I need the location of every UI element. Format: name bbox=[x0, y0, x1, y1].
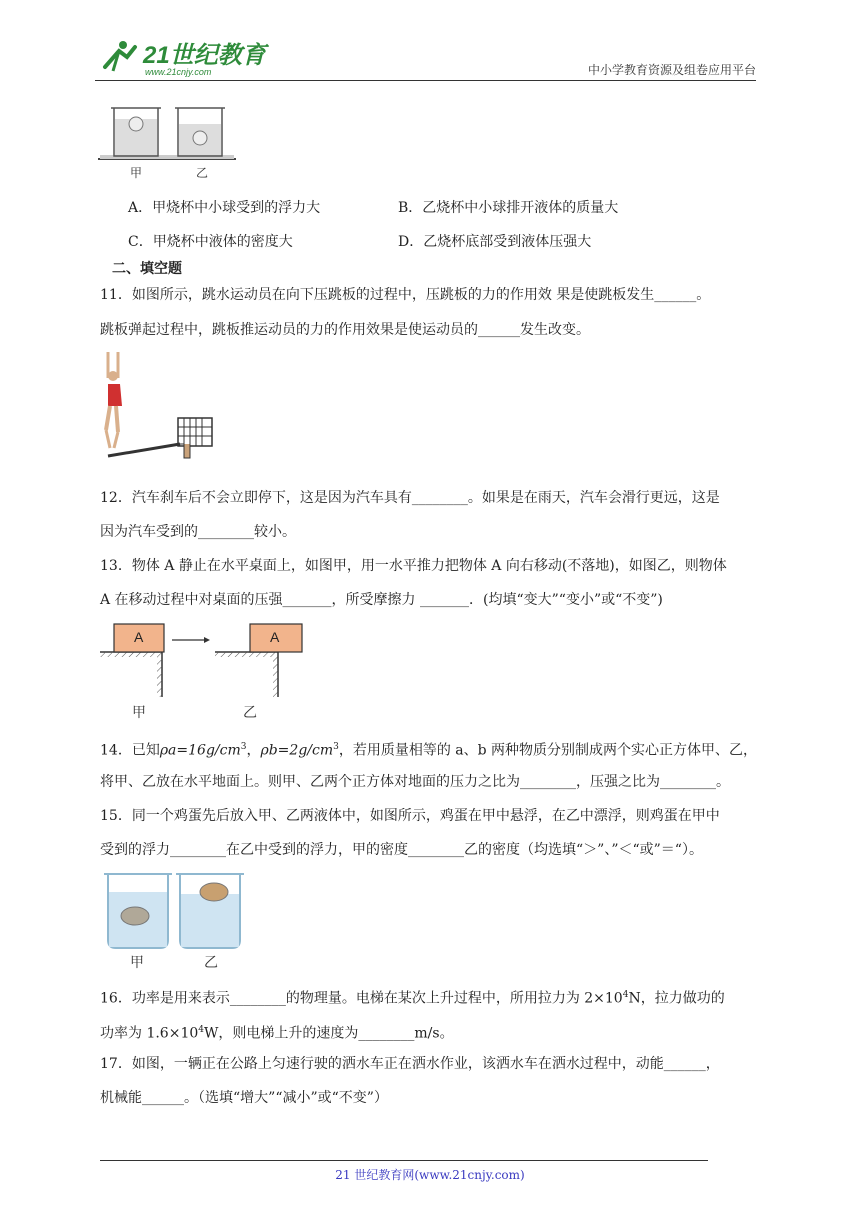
site-logo bbox=[95, 35, 275, 80]
diver-figure bbox=[100, 348, 220, 464]
q11-line2: 跳板弹起过程中，跳板推运动员的力的作用效果是使运动员的______发生改变。 bbox=[100, 322, 590, 338]
q16-prefix: 16．功率是用来表示________的物理量。电梯在某次上升过程中，所用拉力为 2×10 bbox=[100, 990, 623, 1007]
footer-divider bbox=[100, 1160, 708, 1161]
q14-separator: ， bbox=[246, 742, 261, 759]
q14-suffix: ，若用质量相等的 a、b 两种物质分别制成两个实心正方体甲、乙， bbox=[338, 742, 758, 759]
q17-line2: 机械能______。（选填“增大”“减小”或“不变”） bbox=[100, 1090, 388, 1106]
q16-exponent: 4 bbox=[622, 990, 629, 1000]
rho-a-exponent: 3 bbox=[240, 742, 247, 752]
q16-line2 bbox=[100, 1020, 454, 1044]
q16-line2-exponent: 4 bbox=[198, 1025, 204, 1035]
option-b: B．乙烧杯中小球排开液体的质量大 bbox=[398, 200, 619, 216]
option-d: D．乙烧杯底部受到液体压强大 bbox=[398, 234, 592, 250]
rho-b-value: ρb=2g/cm bbox=[260, 742, 334, 759]
svg-text:www.21cnjy.com: www.21cnjy.com bbox=[145, 67, 212, 77]
q15-line1: 15．同一个鸡蛋先后放入甲、乙两液体中，如图所示，鸡蛋在甲中悬浮，在乙中漂浮，则鸡蛋在甲中 bbox=[100, 808, 720, 824]
q16-line2-prefix: 功率为 1.6×10 bbox=[100, 1025, 199, 1042]
option-c: C．甲烧杯中液体的密度大 bbox=[128, 234, 293, 250]
block-label-right: A bbox=[270, 629, 280, 645]
section-title: 二、填空题 bbox=[112, 261, 182, 277]
fig10-caption-right: 乙 bbox=[196, 166, 209, 180]
q16-line2-suffix: W，则电梯上升的速度为________m/s。 bbox=[204, 1025, 454, 1042]
q16-line1 bbox=[100, 985, 725, 1009]
header-divider bbox=[95, 80, 756, 81]
q15-line2: 受到的浮力________在乙中受到的浮力，甲的密度________乙的密度（均选填“＞”、”＜“或”＝“）。 bbox=[100, 842, 703, 858]
svg-text:21世纪教育: 21世纪教育 bbox=[143, 42, 266, 69]
q14-line1 bbox=[100, 737, 757, 761]
header-platform-text: 中小学教育资源及组卷应用平台 bbox=[587, 63, 756, 77]
q12-line1: 12．汽车刹车后不会立即停下，这是因为汽车具有________。如果是在雨天，汽车会滑行更远，这是 bbox=[100, 490, 720, 506]
block-label-left: A bbox=[134, 629, 144, 645]
q17-line1: 17．如图，一辆正在公路上匀速行驶的洒水车正在洒水作业，该洒水车在洒水过程中，动能______， bbox=[100, 1056, 720, 1072]
q13-line1: 13．物体 A 静止在水平桌面上，如图甲，用一水平推力把物体 A 向右移动(不落地)，如图乙，则物体 bbox=[100, 558, 727, 574]
q13-caption-left: 甲 bbox=[132, 705, 146, 721]
footer-link[interactable]: 21 世纪教育网(www.21cnjy.com) bbox=[335, 1168, 525, 1182]
egg-beakers-figure bbox=[102, 870, 248, 956]
q16-suffix: N，拉力做功的 bbox=[628, 990, 725, 1007]
q14-line2: 将甲、乙放在水平地面上。则甲、乙两个正方体对地面的压力之比为________，压强之比为________。 bbox=[100, 774, 730, 790]
rho-a-value: ρa=16g/cm bbox=[159, 742, 241, 759]
q11-line1: 11．如图所示，跳水运动员在向下压跳板的过程中，压跳板的力的作用效 果是使跳板发生______。 bbox=[100, 287, 711, 303]
rho-b-exponent: 3 bbox=[333, 742, 339, 752]
option-a: A．甲烧杯中小球受到的浮力大 bbox=[128, 200, 321, 216]
q14-prefix: 14．已知 bbox=[100, 742, 160, 759]
fig10-caption-left: 甲 bbox=[130, 166, 143, 180]
q12-line2: 因为汽车受到的________较小。 bbox=[100, 524, 296, 540]
q13-line2: A 在移动过程中对桌面的压强_______，所受摩擦力 _______．(均填“变大”“变小”或“不变”) bbox=[100, 592, 663, 608]
beakers-figure bbox=[98, 104, 238, 168]
q15-caption-right: 乙 bbox=[204, 955, 218, 971]
q15-caption-left: 甲 bbox=[130, 955, 144, 971]
q13-caption-right: 乙 bbox=[243, 705, 257, 721]
